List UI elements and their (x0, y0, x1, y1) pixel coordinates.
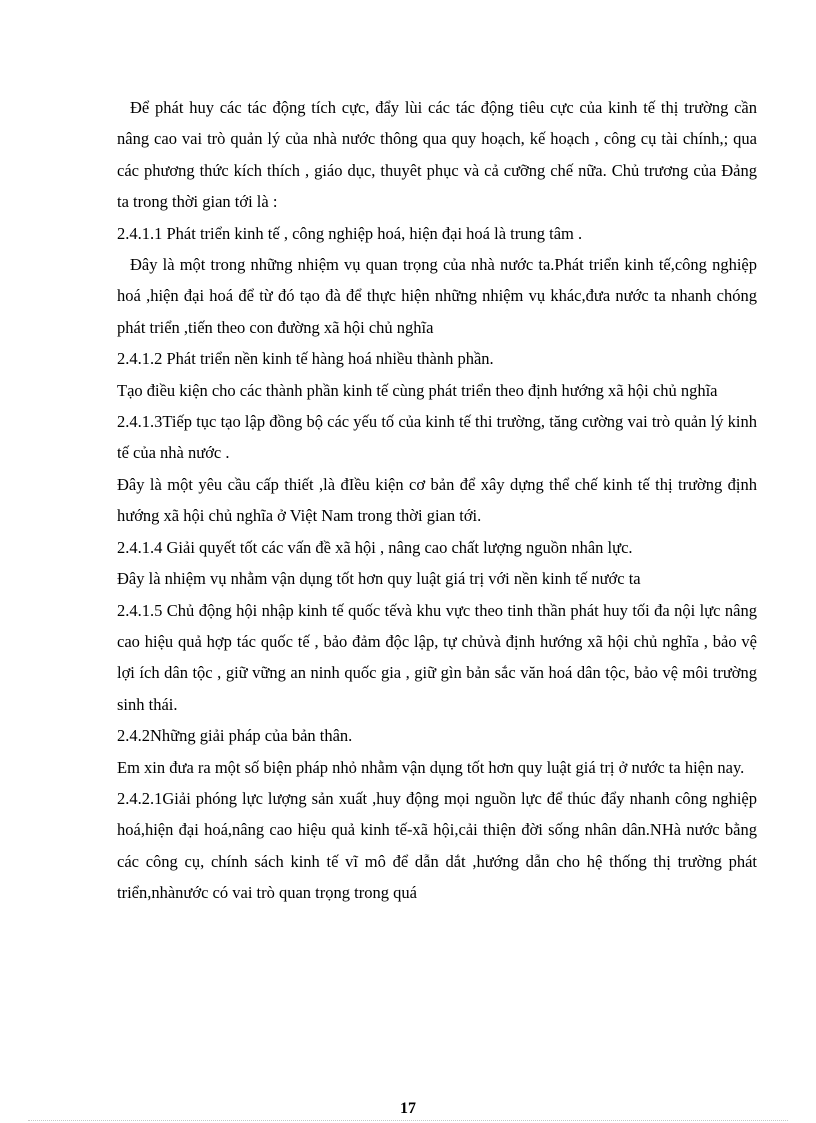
paragraph-2-4-1-5: 2.4.1.5 Chủ động hội nhập kinh tế quốc tếvà khu vực theo tinh thần phát huy tối đa nội lực nâng cao hiệu quả hợp tác quốc tế , bảo đảm độc lập, tự chủvà định hướng xã hội chủ nghĩa , bảo vệ lợi ích dân tộc , giữ vững an ninh quốc gia , giữ gìn bản sắc văn hoá dân tộc, bảo vệ môi trường sinh thái. (117, 600, 757, 714)
heading-2-4-1-4: 2.4.1.4 Giải quyết tốt các vấn đề xã hội , nâng cao chất lượng nguồn nhân lực. (117, 537, 633, 557)
heading-2-4-1-1: 2.4.1.1 Phát triển kinh tế , công nghiệp hoá, hiện đại hoá là trung tâm . (117, 223, 583, 243)
page-number: 17 (400, 1100, 416, 1117)
body-text (117, 92, 757, 909)
paragraph-2-4-1-1: Đây là một trong những nhiệm vụ quan trọng của nhà nước ta.Phát triển kinh tế,công nghiệp hoá ,hiện đại hoá để từ đó tạo đà để thực hiện những nhiệm vụ khác,đưa nước ta nhanh chóng phát triển ,tiến theo con đường xã hội chủ nghĩa (117, 255, 757, 337)
footer-divider (28, 1120, 788, 1121)
paragraph-2-4-1-2: Tạo điều kiện cho các thành phần kinh tế cùng phát triển theo định hướng xã hội chủ nghĩa (117, 380, 718, 400)
heading-2-4-2: 2.4.2Những giải pháp của bản thân. (117, 726, 353, 746)
paragraph-2-4-1-4: Đây là nhiệm vụ nhằm vận dụng tốt hơn quy luật giá trị với nền kinh tế nước ta (117, 569, 641, 589)
paragraph-intro: Để phát huy các tác động tích cực, đẩy lùi các tác động tiêu cực của kinh tế thị trường cần nâng cao vai trò quản lý của nhà nước thông qua quy hoạch, kế hoạch , công cụ tài chính,; qua các phương thức kích thích , giáo dục, thuyêt phục và cả cưỡng chế nữa. Chủ trương của Đảng ta trong thời gian tới là : (117, 98, 757, 212)
paragraph-2-4-1-3: Đây là một yêu cầu cấp thiết ,là đIều kiện cơ bản để xây dựng thể chế kinh tế thị trường định hướng xã hội chủ nghĩa ở Việt Nam trong thời gian tới. (117, 474, 757, 526)
paragraph-2-4-2: Em xin đưa ra một số biện pháp nhỏ nhằm vận dụng tốt hơn quy luật giá trị ở nước ta hiện nay. (117, 757, 745, 777)
heading-2-4-1-2: 2.4.1.2 Phát triển nền kinh tế hàng hoá nhiều thành phần. (117, 349, 494, 369)
heading-2-4-1-3: 2.4.1.3Tiếp tục tạo lập đồng bộ các yếu tố của kinh tế thi trường, tăng cường vai trò quản lý kinh tế của nhà nước . (117, 412, 757, 463)
paragraph-2-4-2-1: 2.4.2.1Giải phóng lực lượng sản xuất ,huy động mọi nguồn lực để thúc đẩy nhanh công nghiệp hoá,hiện đại hoá,nâng cao hiệu quả kinh tế-xã hội,cải thiện đời sống nhân dân.NHà nước bằng các công cụ, chính sách kinh tế vĩ mô để dẫn dắt ,hướng dẫn cho hệ thống thị trường phát triển,nhànước có vai trò quan trọng trong quá (117, 788, 757, 903)
